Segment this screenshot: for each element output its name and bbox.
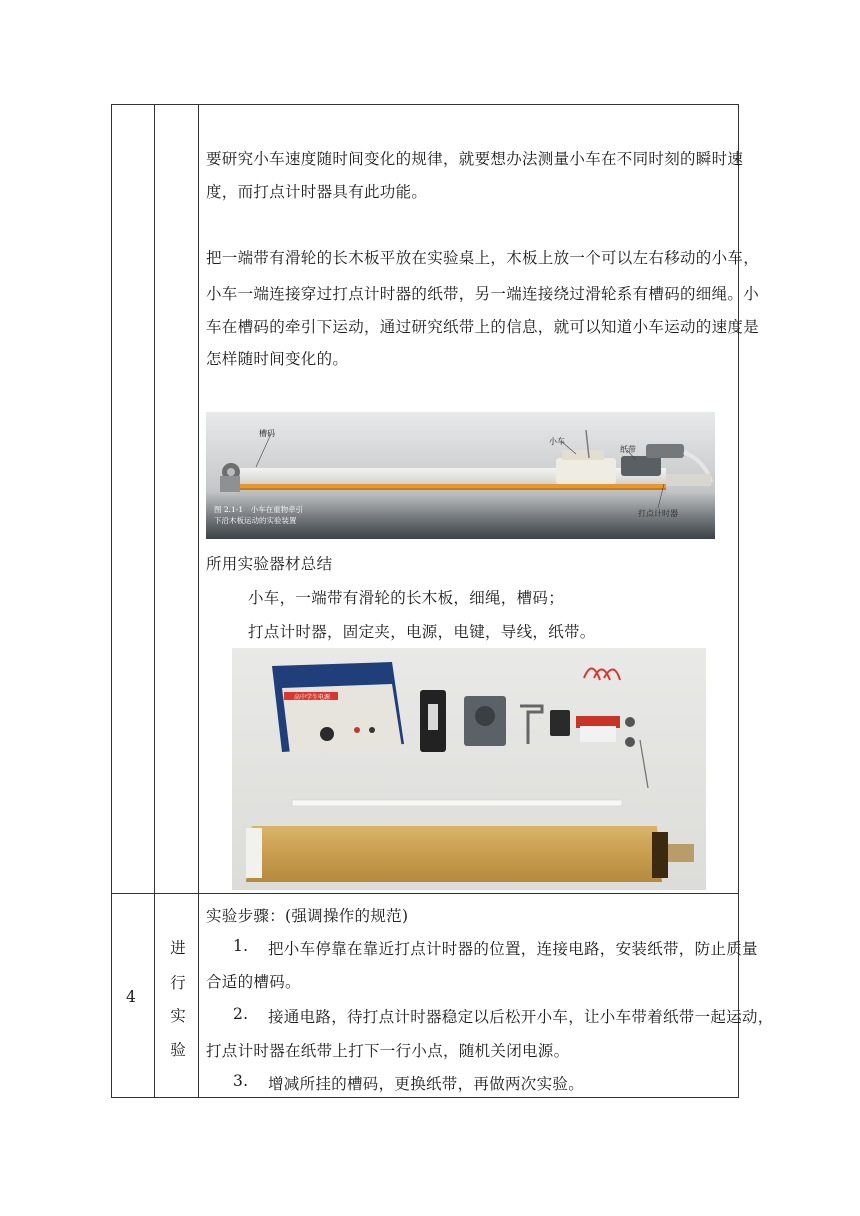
step-number: 3. [233,1072,249,1090]
table-divider-col2 [198,104,199,1098]
equipment-illustration [232,648,706,890]
text-line: 度，而打点计时器具有此功能。 [206,183,428,201]
equipment-list-line: 小车，一端带有滑轮的长木板，细绳，槽码； [248,589,565,607]
text-line: 要研究小车速度随时间变化的规律，就要想办法测量小车在不同时刻的瞬时速 [206,150,744,168]
equipment-summary-title: 所用实验器材总结 [206,555,333,573]
row-number: 4 [126,988,137,1006]
stage-char: 行 [170,974,186,992]
table-border-top [111,104,739,105]
table-border-left [111,104,112,1098]
cart-label: 小车 [549,437,565,446]
table-divider-col1 [154,104,155,1098]
figure-caption-line: 图 2.1-1 小车在重物牵引 [214,505,304,514]
power-supply-label: 高中学生电源 [294,694,331,701]
text-line: 把一端带有滑轮的长木板平放在实验桌上，木板上放一个可以左右移动的小车， [206,249,760,267]
stage-char: 验 [170,1041,186,1059]
step-text-line: 接通电路，待打点计时器稳定以后松开小车，让小车带着纸带一起运动， [268,1008,774,1026]
step-text-line: 合适的槽码。 [206,973,301,991]
step-text-line: 增减所挂的槽码，更换纸带，再做两次实验。 [268,1075,585,1093]
text-line: 车在槽码的牵引下运动，通过研究纸带上的信息，就可以知道小车运动的速度是 [206,318,760,336]
equipment-list-line: 打点计时器，固定夹，电源，电键，导线，纸带。 [248,623,596,641]
apparatus-photo [206,412,715,539]
stage-char: 进 [170,939,186,957]
figure-caption-line: 下沿木板运动的实验装置 [214,516,297,525]
table-border-bottom [111,1097,739,1098]
weights-label: 槽码 [259,429,275,438]
timer-label: 打点计时器 [638,509,678,518]
step-text-line: 把小车停靠在靠近打点计时器的位置，连接电路，安装纸带，防止质量 [268,940,758,958]
text-line: 小车一端连接穿过打点计时器的纸带，另一端连接绕过滑轮系有槽码的细绳。小 [206,285,760,303]
steps-title: 实验步骤：(强调操作的规范) [206,907,409,925]
stage-char: 实 [170,1007,186,1025]
step-number: 2. [233,1005,249,1023]
equipment-photo [232,648,706,890]
text-line: 怎样随时间变化的。 [206,350,349,368]
step-number: 1. [233,937,249,955]
step-text-line: 打点计时器在纸带上打下一行小点，随机关闭电源。 [206,1042,570,1060]
table-row-divider [111,893,739,894]
tape-label: 纸带 [620,445,636,454]
